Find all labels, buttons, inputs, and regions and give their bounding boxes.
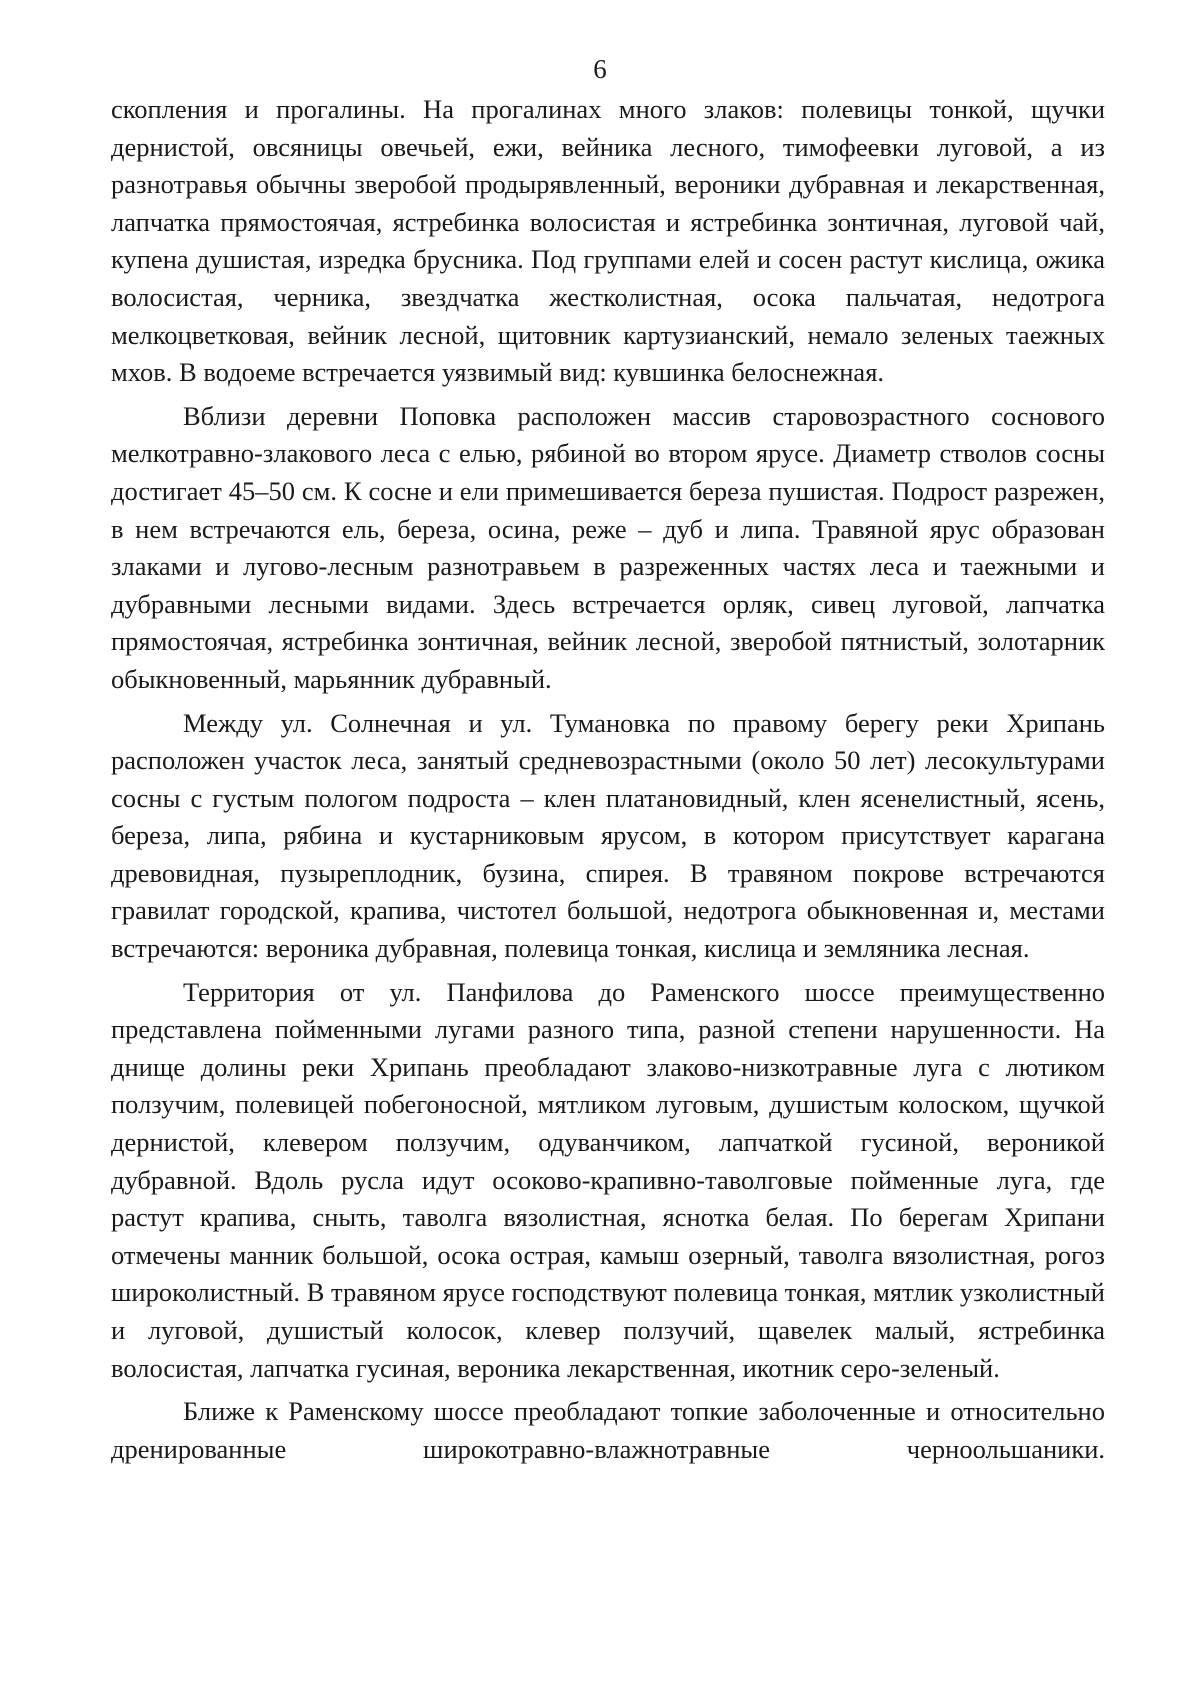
- page-number: 6: [593, 54, 607, 84]
- paragraph-popovka-forest: Вблизи деревни Поповка расположен массив старовозрастного соснового мелкотравно-злакового леса с елью, рябиной во втором ярусе. Диаметр стволов сосны достигает 45–50 см. К сосне и ели примешивается береза пушистая. Подрост разрежен, в нем встречаются ель, береза, осина, реже – дуб и липа. Травяной ярус образован злаками и лугово-лесным разнотравьем в разреженных частях леса и таежными и дубравными лесными видами. Здесь встречается орляк, сивец луговой, лапчатка прямостоячая, ястребинка зонтичная, вейник лесной, зверобой пятнистый, золотарник обыкновенный, марьянник дубравный.: [111, 400, 1105, 694]
- paragraph-black-alder: Ближе к Раменскому шоссе преобладают топкие заболоченные и относительно дренированные широкотравно-влажнотравные черноольшаники.: [111, 1396, 1105, 1464]
- document-body: [111, 91, 1105, 1468]
- paragraph-continuation: скопления и прогалины. На прогалинах много злаков: полевицы тонкой, щучки дернистой, овсяницы овечьей, ежи, вейника лесного, тимофеевки луговой, а из разнотравья обычны зверобой продырявленный, вероники дубравная и лекарственная, лапчатка прямостоячая, ястребинка волосистая и ястребинка зонтичная, луговой чай, купена душистая, изредка брусника. Под группами елей и сосен растут кислица, ожика волосистая, черника, звездчатка жестколистная, осока пальчатая, недотрога мелкоцветковая, вейник лесной, щитовник картузианский, немало зеленых таежных мхов. В водоеме встречается уязвимый вид: кувшинка белоснежная.: [111, 94, 1105, 388]
- paragraph-floodplain-meadows: Территория от ул. Панфилова до Раменского шоссе преимущественно представлена пойменными лугами разного типа, разной степени нарушенности. На днище долины реки Хрипань преобладают злаково-низкотравные луга с лютиком ползучим, полевицей побегоносной, мятликом луговым, душистым колоском, щучкой дернистой, клевером ползучим, одуванчиком, лапчаткой гусиной, вероникой дубравной. Вдоль русла идут осоково-крапивно-таволговые пойменные луга, где растут крапива, сныть, таволга вязолистная, яснотка белая. По берегам Хрипани отмечены манник большой, осока острая, камыш озерный, таволга вязолистная, рогоз широколистный. В травяном ярусе господствуют полевица тонкая, мятлик узколистный и луговой, душистый колосок, клевер ползучий, щавелек малый, ястребинка волосистая, лапчатка гусиная, вероника лекарственная, икотник серо-зеленый.: [111, 976, 1105, 1383]
- paragraph-khripan-forest: Между ул. Солнечная и ул. Тумановка по правому берегу реки Хрипань расположен участок леса, занятый средневозрастными (около 50 лет) лесокультурами сосны с густым пологом подроста – клен платановидный, клен ясенелистный, ясень, береза, липа, рябина и кустарниковым ярусом, в котором присутствует карагана древовидная, пузыреплодник, бузина, спирея. В травяном покрове встречаются гравилат городской, крапива, чистотел большой, недотрога обыкновенная и, местами встречаются: вероника дубравная, полевица тонкая, кислица и земляника лесная.: [111, 707, 1105, 964]
